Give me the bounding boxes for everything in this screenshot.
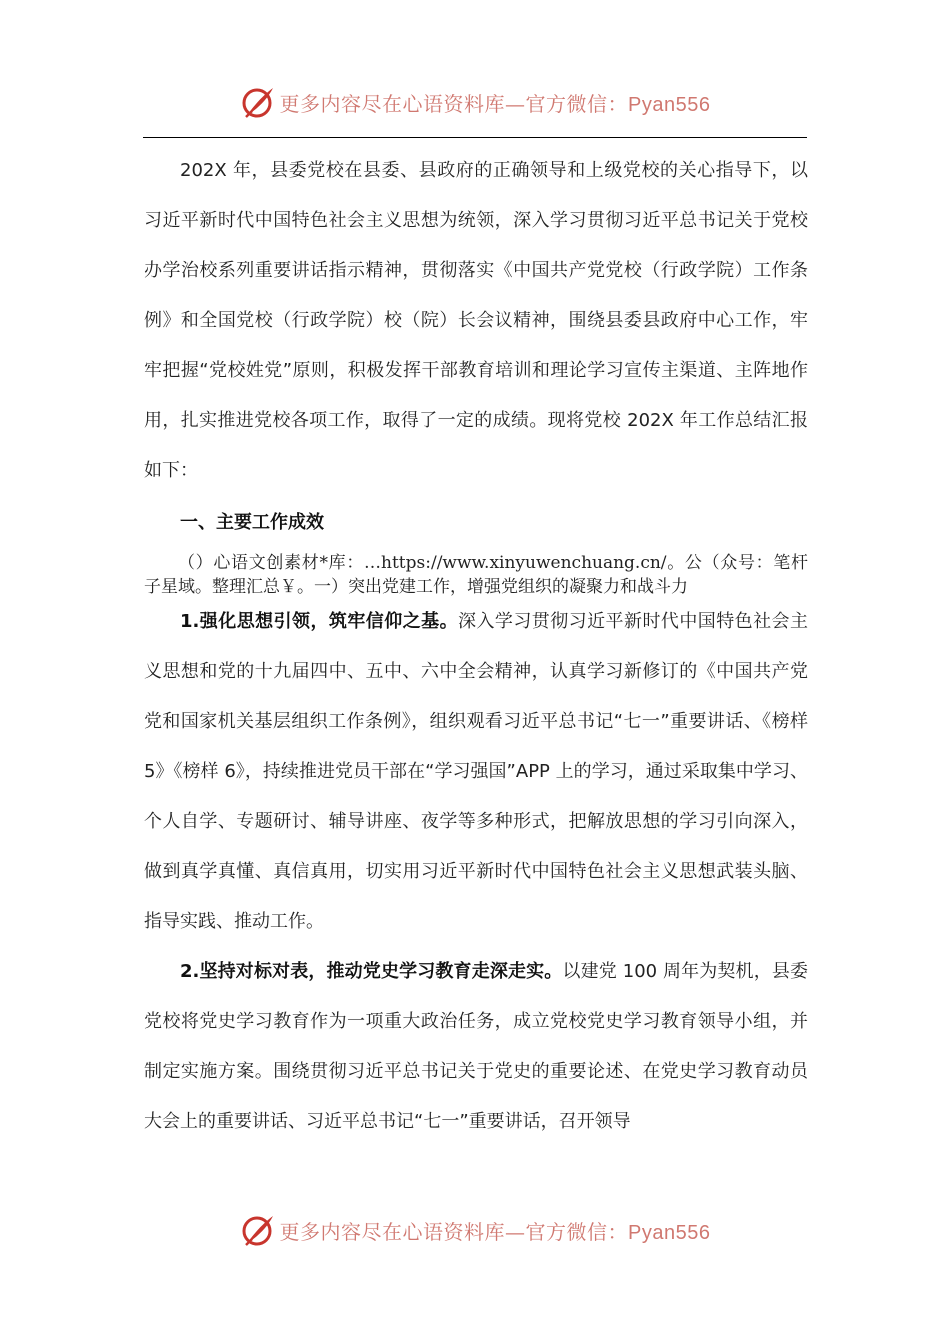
footer-banner-text: 更多内容尽在心语资料库—官方微信：Pyan556 [279,1219,711,1244]
section-heading: 一、主要工作成效 [180,512,324,533]
source-note: （）心语文创素材*库：…https://www.xinyuwenchuang.cn/。公（众号：笔杆子星域。整理汇总￥。一）突出党建工作，增强党组织的凝聚力和战斗力 [144,553,808,597]
item-1-title: 1.强化思想引领，筑牢信仰之基。 [180,611,459,632]
item-2-paragraph [144,947,808,1147]
item-1-paragraph [144,597,808,947]
quill-logo-icon [240,1212,276,1248]
wechat-id: Pyan556 [628,93,711,116]
item-2-title: 2.坚持对标对表，推动党史学习教育走深走实。 [180,961,563,982]
footer-wechat-id: Pyan556 [628,1221,711,1244]
banner-text: 更多内容尽在心语资料库—官方微信：Pyan556 [279,91,711,116]
footer-banner [0,1210,950,1250]
item-1-body: 深入学习贯彻习近平新时代中国特色社会主义思想和党的十九届四中、五中、六中全会精神，认真学习新修订的《中国共产党党和国家机关基层组织工作条例》，组织观看习近平总书记“七一”重要讲话、《榜样 5》《榜样 6》，持续推进党员干部在“学习强国”APP 上的学习，通过采取集中学习、个人自学、专题研讨、辅导讲座、夜学等多种形式，把解放思想的学习引向深入，做到真学真懂、真信真用，切实用习近平新时代中国特色社会主义思想武装头脑、指导实践、推动工作。 [144,611,808,932]
intro-paragraph: 202X 年，县委党校在县委、县政府的正确领导和上级党校的关心指导下，以习近平新时代中国特色社会主义思想为统领，深入学习贯彻习近平总书记关于党校办学治校系列重要讲话指示精神，贯彻落实《中国共产党党校（行政学院）工作条例》和全国党校（行政学院）校（院）长会议精神，围绕县委县政府中心工作，牢牢把握“党校姓党”原则，积极发挥干部教育培训和理论学习宣传主渠道、主阵地作用，扎实推进党校各项工作，取得了一定的成绩。现将党校 202X 年工作总结汇报如下： [144,160,808,481]
document-body [144,146,808,1147]
header-divider [143,137,807,138]
item-2-body: 以建党 100 周年为契机，县委党校将党史学习教育作为一项重大政治任务，成立党校党史学习教育领导小组，并制定实施方案。围绕贯彻习近平总书记关于党史的重要论述、在党史学习教育动员大会上的重要讲话、习近平总书记“七一”重要讲话，召开领导 [144,961,808,1132]
header-banner [0,82,950,122]
quill-logo-icon [240,84,276,120]
